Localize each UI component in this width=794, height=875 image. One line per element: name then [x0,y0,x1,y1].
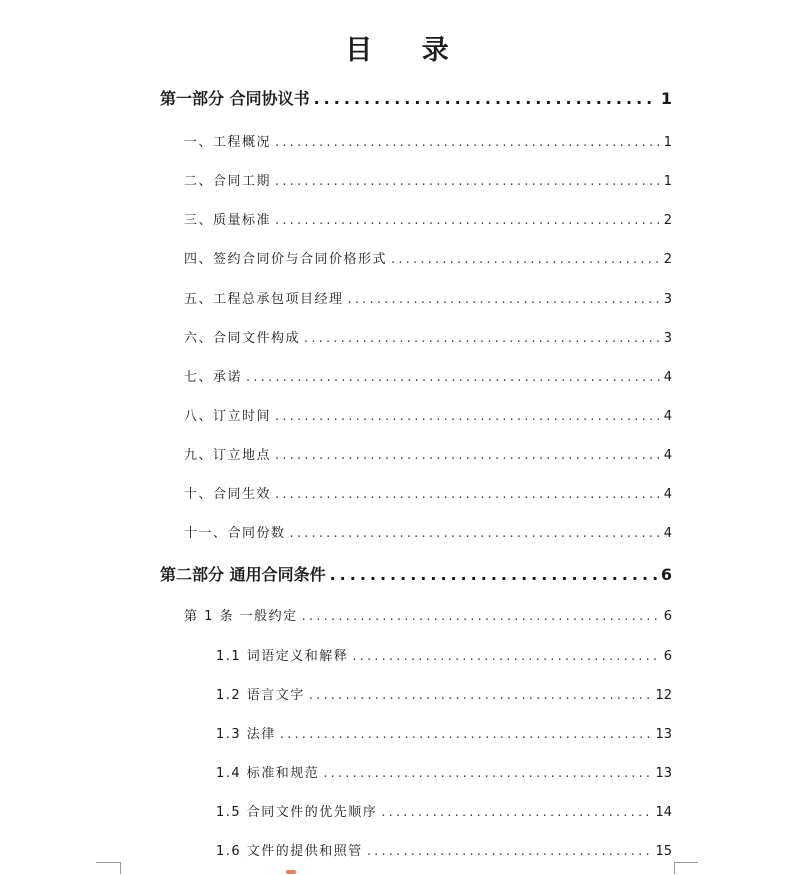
toc-dot-leader [352,649,659,664]
toc-dot-leader [330,565,657,584]
toc-entry[interactable] [184,209,672,228]
toc-entry-page-number: 13 [655,766,672,781]
toc-dot-leader [246,370,660,385]
toc-dot-leader [275,135,660,150]
toc-entry[interactable] [216,645,672,664]
toc-dot-leader [275,213,660,228]
toc-entry-label: 十、合同生效 [184,487,272,502]
toc-entry-page-number: 14 [655,805,672,820]
toc-entry-label: 第 1 条 一般约定 [184,609,298,624]
toc-dot-leader [302,609,660,624]
toc-dot-leader [367,844,652,859]
page-corner-mark-right-top [674,862,698,863]
toc-entry[interactable] [184,170,672,189]
toc-entry-label: 二、合同工期 [184,174,272,189]
toc-dot-leader [348,292,660,307]
toc-entry-label: 1.4 标准和规范 [216,766,320,781]
page-edge-mark [286,870,296,874]
page-corner-mark-right [674,862,699,874]
page-corner-mark-left-top [96,862,120,863]
toc-entry-label: 五、工程总承包项目经理 [184,292,344,307]
toc-entry-label: 六、合同文件构成 [184,331,301,346]
toc-entry-page-number: 4 [663,409,672,424]
toc-entry-label: 1.2 语言文字 [216,688,305,703]
toc-entry-page-number: 4 [663,448,672,463]
toc-entry[interactable] [216,723,672,742]
toc-entry-page-number: 1 [663,174,672,189]
toc-entry-label: 一、工程概况 [184,135,272,150]
toc-entry-page-number: 1 [663,135,672,150]
toc-entry-label: 八、订立时间 [184,409,272,424]
toc-entry-label: 四、签约合同价与合同价格形式 [184,252,388,267]
toc-entry-label: 七、承诺 [184,370,243,385]
toc-entry[interactable] [184,444,672,463]
toc-dot-leader [304,331,660,346]
toc-dot-leader [290,526,660,541]
toc-entry-page-number: 4 [663,526,672,541]
toc-entry[interactable] [184,131,672,150]
toc-entry-label: 十一、合同份数 [184,526,286,541]
toc-dot-leader [391,252,660,267]
toc-entry[interactable] [160,86,672,109]
toc-entry[interactable] [184,483,672,502]
toc-entry[interactable] [160,562,672,585]
toc-dot-leader [323,766,651,781]
toc-entry[interactable] [216,801,672,820]
toc-entry-page-number: 3 [663,292,672,307]
toc-dot-leader [275,487,660,502]
toc-entry[interactable] [216,762,672,781]
toc-entry-label: 九、订立地点 [184,448,272,463]
toc-dot-leader [275,174,660,189]
toc-entry[interactable] [184,605,672,624]
toc-entry[interactable] [184,288,672,307]
toc-entry[interactable] [184,248,672,267]
toc-entry[interactable] [184,327,672,346]
toc-entry-page-number: 1 [660,89,672,108]
toc-entry-page-number: 15 [655,844,672,859]
toc-entry-page-number: 2 [663,252,672,267]
toc-entry-page-number: 3 [663,331,672,346]
toc-entry[interactable] [216,840,672,859]
toc-entry-page-number: 6 [660,565,672,584]
toc-entry[interactable] [184,522,672,541]
toc-entry-page-number: 6 [663,609,672,624]
toc-entry-label: 1.1 词语定义和解释 [216,649,349,664]
toc-dot-leader [314,89,657,108]
toc-entry-page-number: 4 [663,370,672,385]
toc-dot-leader [381,805,651,820]
toc-entry[interactable] [216,684,672,703]
page-corner-mark-left [96,862,121,874]
toc-entry-page-number: 6 [663,649,672,664]
toc-title: 目 录 [345,35,469,66]
toc-dot-leader [275,448,660,463]
toc-entry[interactable] [184,366,672,385]
toc-entry-label: 1.6 文件的提供和照管 [216,844,363,859]
toc-entry-label: 第一部分 合同协议书 [160,89,310,108]
toc-entry[interactable] [184,405,672,424]
toc-dot-leader [280,727,652,742]
toc-entry-page-number: 2 [663,213,672,228]
toc-entry-label: 第二部分 通用合同条件 [160,565,326,584]
toc-entry-label: 三、质量标准 [184,213,272,228]
toc-entry-page-number: 13 [655,727,672,742]
toc-entry-page-number: 4 [663,487,672,502]
toc-dot-leader [275,409,660,424]
toc-entry-label: 1.3 法律 [216,727,276,742]
toc-dot-leader [309,688,652,703]
toc-entry-label: 1.5 合同文件的优先顺序 [216,805,378,820]
toc-entry-page-number: 12 [655,688,672,703]
